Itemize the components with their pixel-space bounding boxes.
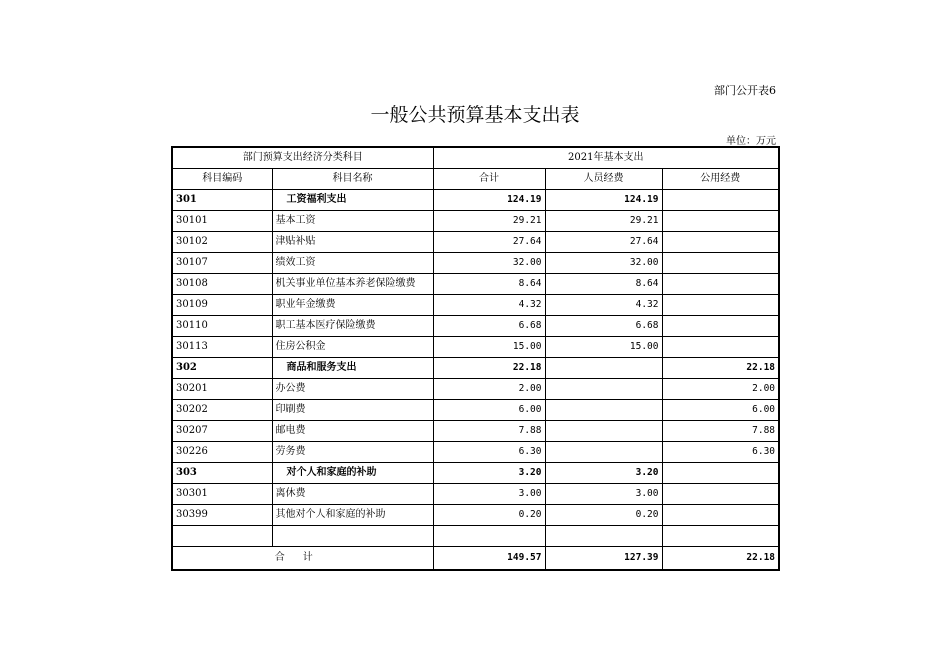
cell-name: 绩效工资: [272, 253, 433, 274]
cell-public: [662, 295, 779, 316]
cell-total: 8.64: [433, 274, 545, 295]
cell-personnel: 6.68: [545, 316, 662, 337]
header-total: 合计: [433, 169, 545, 190]
form-number: 部门公开表6: [714, 84, 776, 97]
cell-personnel: [545, 421, 662, 442]
cell-name: 基本工资: [272, 211, 433, 232]
cell-public: [662, 316, 779, 337]
page-title: 一般公共预算基本支出表: [370, 104, 580, 126]
table-row: [172, 295, 779, 316]
cell-total: 29.21: [433, 211, 545, 232]
header-row-columns: [172, 169, 779, 190]
cell-code: 30207: [172, 421, 272, 442]
cell-public: [662, 190, 779, 211]
cell-code: 30399: [172, 505, 272, 526]
cell-name: 离休费: [272, 484, 433, 505]
cell-personnel: 15.00: [545, 337, 662, 358]
total-public: 22.18: [662, 547, 779, 571]
cell-name: 住房公积金: [272, 337, 433, 358]
cell-code: 30226: [172, 442, 272, 463]
cell-code: 30107: [172, 253, 272, 274]
cell-public: 2.00: [662, 379, 779, 400]
cell-personnel: [545, 526, 662, 547]
cell-total: 3.00: [433, 484, 545, 505]
header-personnel: 人员经费: [545, 169, 662, 190]
cell-personnel: 124.19: [545, 190, 662, 211]
cell-name: 对个人和家庭的补助: [272, 463, 433, 484]
cell-public: [662, 274, 779, 295]
cell-personnel: 3.00: [545, 484, 662, 505]
table-row: [172, 526, 779, 547]
cell-total: 3.20: [433, 463, 545, 484]
header-row-groups: [172, 147, 779, 169]
table-body: [172, 190, 779, 547]
cell-public: [662, 484, 779, 505]
cell-name: [272, 526, 433, 547]
cell-personnel: [545, 358, 662, 379]
cell-total: 4.32: [433, 295, 545, 316]
cell-code: 30102: [172, 232, 272, 253]
cell-name: 邮电费: [272, 421, 433, 442]
cell-code: 30101: [172, 211, 272, 232]
cell-code: 30110: [172, 316, 272, 337]
table-row: [172, 316, 779, 337]
cell-total: 15.00: [433, 337, 545, 358]
cell-public: [662, 463, 779, 484]
cell-public: [662, 526, 779, 547]
total-label: 合计: [172, 547, 433, 571]
cell-personnel: 0.20: [545, 505, 662, 526]
cell-public: [662, 211, 779, 232]
table-row: [172, 505, 779, 526]
cell-personnel: 32.00: [545, 253, 662, 274]
cell-name: 工资福利支出: [272, 190, 433, 211]
cell-code: 30109: [172, 295, 272, 316]
cell-name: 办公费: [272, 379, 433, 400]
table-row: [172, 253, 779, 274]
cell-total: 22.18: [433, 358, 545, 379]
table-row: [172, 232, 779, 253]
cell-public: [662, 505, 779, 526]
cell-name: 职业年金缴费: [272, 295, 433, 316]
table-row: [172, 379, 779, 400]
cell-public: 22.18: [662, 358, 779, 379]
cell-code: 30108: [172, 274, 272, 295]
cell-name: 印刷费: [272, 400, 433, 421]
cell-personnel: 27.64: [545, 232, 662, 253]
budget-table: [171, 146, 780, 571]
header-code: 科目编码: [172, 169, 272, 190]
header-public: 公用经费: [662, 169, 779, 190]
cell-total: 6.30: [433, 442, 545, 463]
cell-code: 30113: [172, 337, 272, 358]
cell-code: [172, 526, 272, 547]
cell-public: 6.30: [662, 442, 779, 463]
table-row-group: [172, 190, 779, 211]
cell-total: 2.00: [433, 379, 545, 400]
cell-personnel: 4.32: [545, 295, 662, 316]
total-personnel: 127.39: [545, 547, 662, 571]
table-row: [172, 337, 779, 358]
cell-personnel: [545, 400, 662, 421]
header-name: 科目名称: [272, 169, 433, 190]
cell-personnel: [545, 379, 662, 400]
cell-name: 职工基本医疗保险缴费: [272, 316, 433, 337]
cell-total: 27.64: [433, 232, 545, 253]
table-row: [172, 400, 779, 421]
table-row-group: [172, 358, 779, 379]
cell-name: 其他对个人和家庭的补助: [272, 505, 433, 526]
cell-total: 7.88: [433, 421, 545, 442]
table-row-group: [172, 463, 779, 484]
table-row: [172, 484, 779, 505]
cell-code: 30301: [172, 484, 272, 505]
cell-personnel: [545, 442, 662, 463]
cell-name: 劳务费: [272, 442, 433, 463]
cell-code: 30201: [172, 379, 272, 400]
cell-total: [433, 526, 545, 547]
cell-total: 124.19: [433, 190, 545, 211]
table-row: [172, 442, 779, 463]
header-year-group: 2021年基本支出: [433, 147, 779, 169]
cell-personnel: 29.21: [545, 211, 662, 232]
total-row: [172, 547, 779, 571]
cell-public: [662, 253, 779, 274]
cell-total: 6.68: [433, 316, 545, 337]
header-category-group: 部门预算支出经济分类科目: [172, 147, 433, 169]
cell-total: 32.00: [433, 253, 545, 274]
cell-name: 津贴补贴: [272, 232, 433, 253]
cell-code: 30202: [172, 400, 272, 421]
table-row: [172, 211, 779, 232]
cell-name: 商品和服务支出: [272, 358, 433, 379]
cell-code: 302: [172, 358, 272, 379]
cell-personnel: 3.20: [545, 463, 662, 484]
cell-total: 6.00: [433, 400, 545, 421]
unit-label: 单位：万元: [726, 136, 776, 147]
cell-public: 7.88: [662, 421, 779, 442]
cell-public: [662, 337, 779, 358]
cell-code: 301: [172, 190, 272, 211]
cell-name: 机关事业单位基本养老保险缴费: [272, 274, 433, 295]
cell-code: 303: [172, 463, 272, 484]
cell-public: [662, 232, 779, 253]
cell-public: 6.00: [662, 400, 779, 421]
cell-total: 0.20: [433, 505, 545, 526]
cell-personnel: 8.64: [545, 274, 662, 295]
table-row: [172, 421, 779, 442]
table-row: [172, 274, 779, 295]
total-amount: 149.57: [433, 547, 545, 571]
